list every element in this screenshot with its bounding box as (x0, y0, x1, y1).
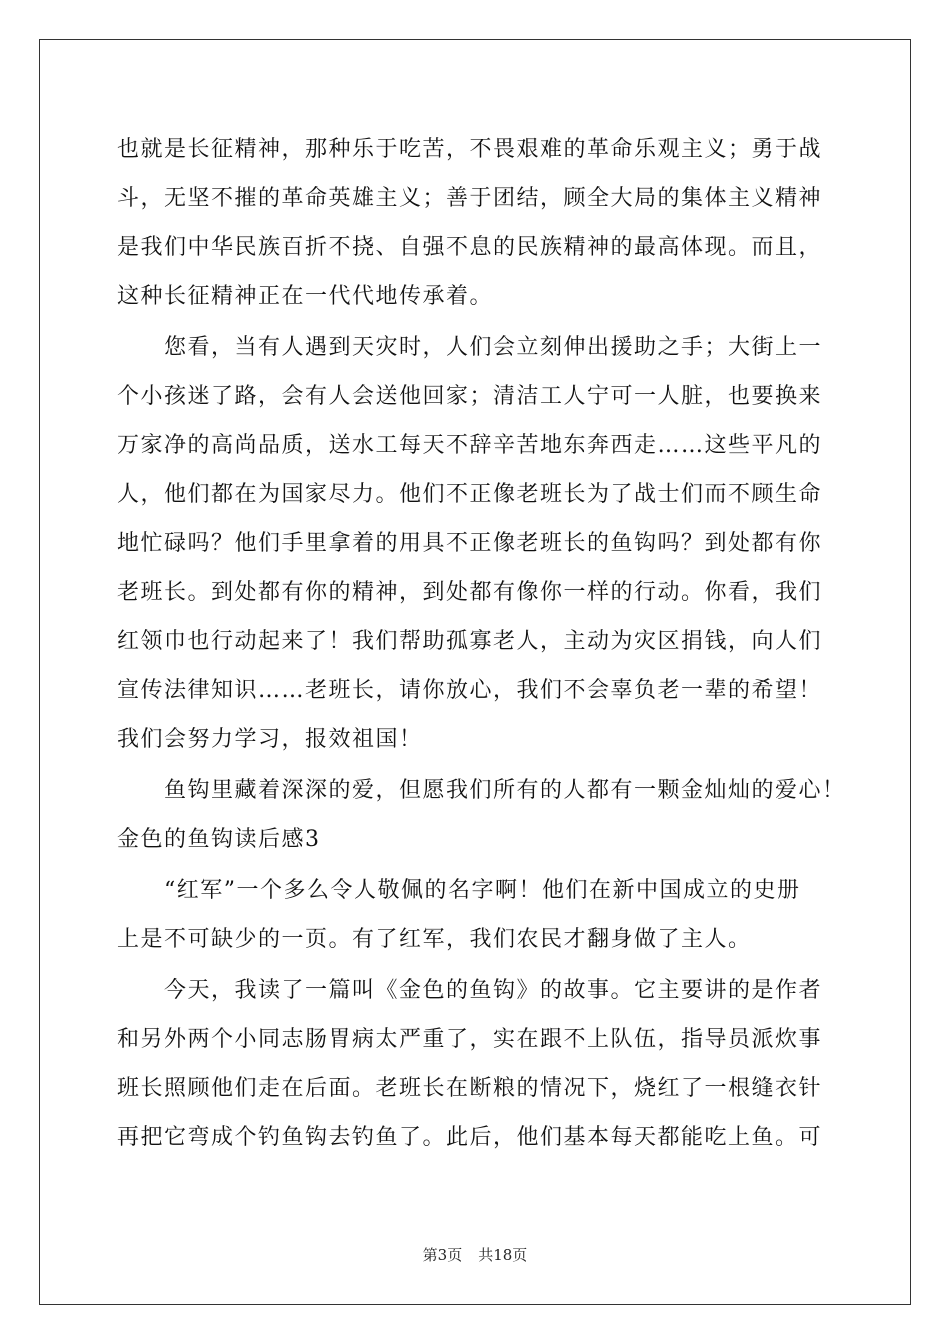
text-line: “红军”一个多么令人敬佩的名字啊！他们在新中国成立的史册 (117, 878, 801, 903)
text-line: 我们会努力学习，报效祖国！ (117, 727, 423, 752)
text-line: 班长照顾他们走在后面。老班长在断粮的情况下，烧红了一根缝衣针 (117, 1076, 823, 1101)
text-line: 人，他们都在为国家尽力。他们不正像老班长为了战士们而不顾生命 (117, 482, 823, 507)
text-line: 地忙碌吗？他们手里拿着的用具不正像老班长的鱼钩吗？到处都有你 (117, 531, 823, 556)
text-line: 老班长。到处都有你的精神，到处都有像你一样的行动。你看，我们 (117, 580, 823, 605)
text-line: 再把它弯成个钓鱼钩去钓鱼了。此后，他们基本每天都能吃上鱼。可 (117, 1125, 823, 1150)
text-line: 也就是长征精神，那种乐于吃苦，不畏艰难的革命乐观主义；勇于战 (117, 137, 823, 162)
text-line: 今天，我读了一篇叫《金色的鱼钩》的故事。它主要讲的是作者 (117, 978, 823, 1003)
text-line: 您看，当有人遇到天灾时，人们会立刻伸出援助之手；大街上一 (117, 335, 823, 360)
text-line: 和另外两个小同志肠胃病太严重了，实在跟不上队伍，指导员派炊事 (117, 1027, 823, 1052)
text-line: 宣传法律知识……老班长，请你放心，我们不会辜负老一辈的希望！ (117, 678, 823, 703)
page-total: 共18页 (478, 1246, 528, 1264)
page-border (39, 39, 911, 1305)
page-footer (0, 1244, 950, 1265)
text-line: 上是不可缺少的一页。有了红军，我们农民才翻身做了主人。 (117, 927, 752, 952)
text-line: 斗，无坚不摧的革命英雄主义；善于团结，顾全大局的集体主义精神 (117, 186, 823, 211)
text-line: 个小孩迷了路，会有人会送他回家；清洁工人宁可一人脏，也要换来 (117, 384, 823, 409)
page-number: 第3页 (422, 1246, 463, 1264)
text-line: 万家净的高尚品质，送水工每天不辞辛苦地东奔西走……这些平凡的 (117, 433, 823, 458)
text-line: 鱼钩里藏着深深的爱，但愿我们所有的人都有一颗金灿灿的爱心！ (117, 778, 846, 803)
text-line: 是我们中华民族百折不挠、自强不息的民族精神的最高体现。而且， (117, 235, 823, 260)
text-line: 红领巾也行动起来了！我们帮助孤寡老人，主动为灾区捐钱，向人们 (117, 629, 823, 654)
text-line: 这种长征精神正在一代代地传承着。 (117, 284, 494, 309)
section-heading: 金色的鱼钩读后感3 (117, 827, 321, 852)
